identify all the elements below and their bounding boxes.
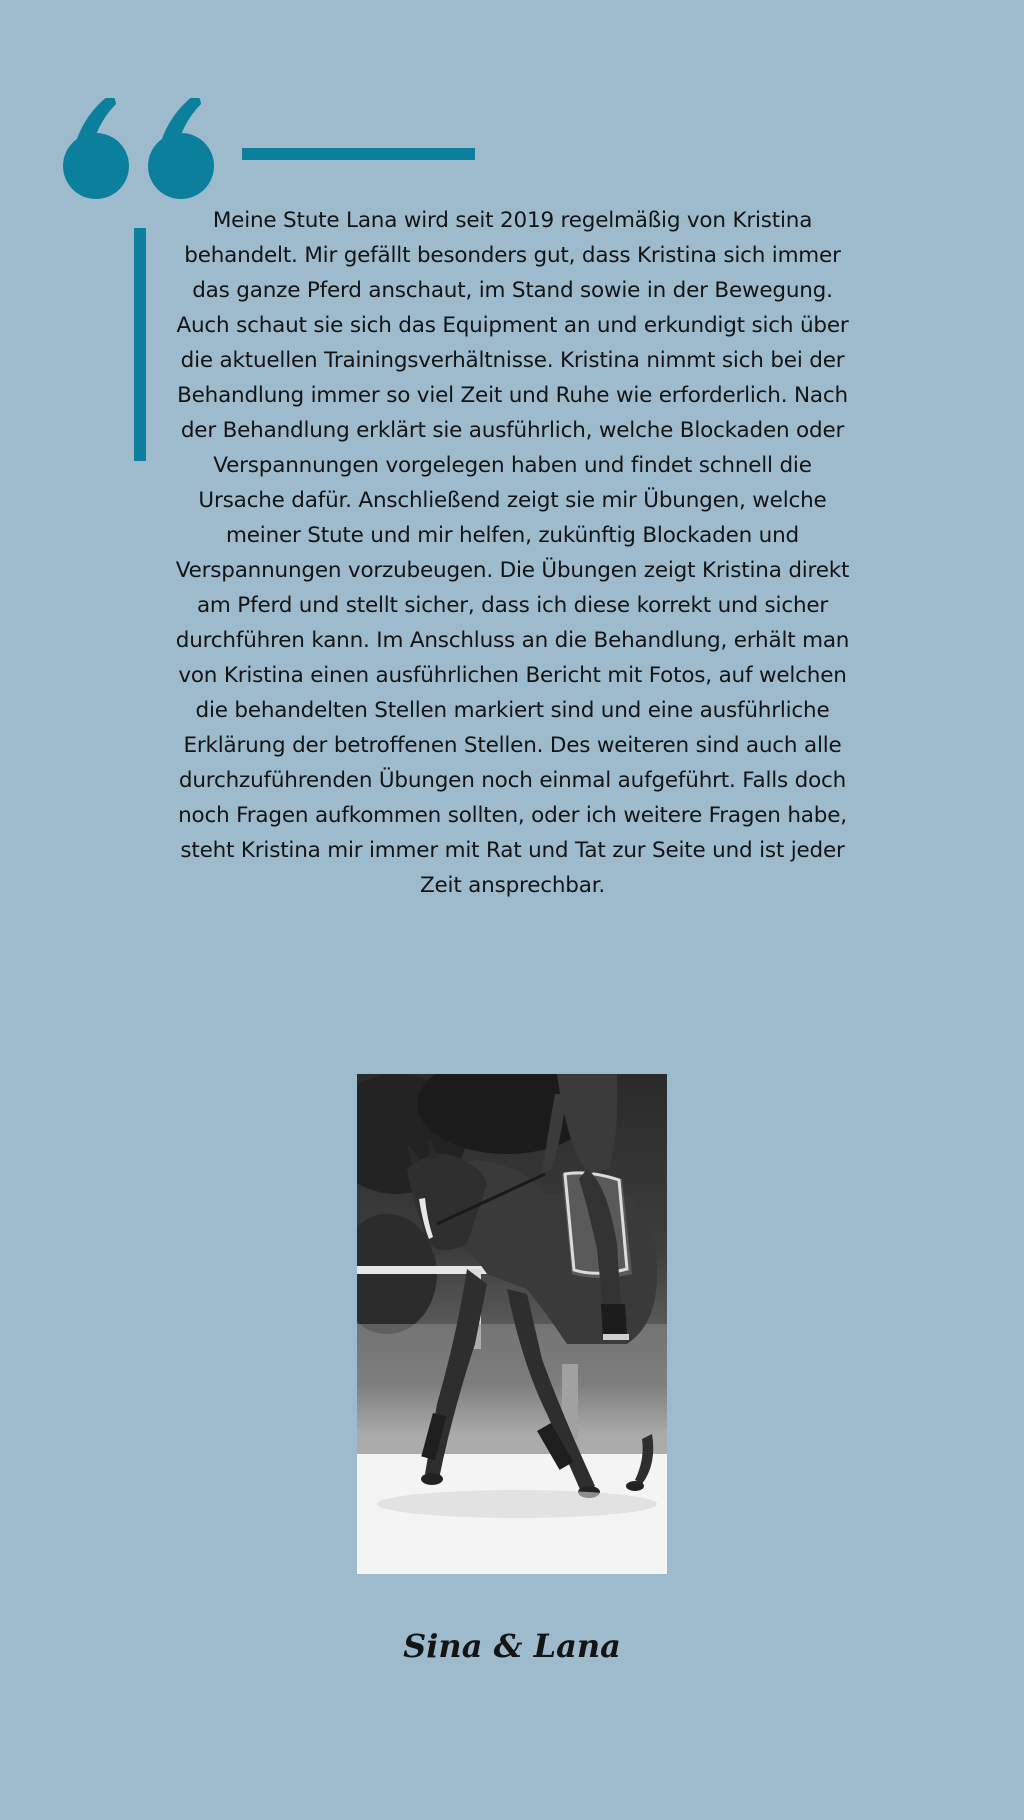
- testimonial-text: Meine Stute Lana wird seit 2019 regelmäßig von Kristina behandelt. Mir gefällt besonders gut, dass Kristina sich immer das ganze Pferd anschaut, im Stand sowie in der Bewegung. Auch schaut sie sich das Equipment an und erkundigt sich über die aktuellen Trainingsverhältnisse. Kristina nimmt sich bei der Behandlung immer so viel Zeit und Ruhe wie erforderlich. Nach der Behandlung erklärt sie ausführlich, welche Blockaden oder Verspannungen vorgelegen haben und findet schnell die Ursache dafür. Anschließend zeigt sie mir Übungen, welche meiner Stute und mir helfen, zukünftig Blockaden und Verspannungen vorzubeugen. Die Übungen zeigt Kristina direkt am Pferd und stellt sicher, dass ich diese korrekt und sicher durchführen kann. Im Anschluss an die Behandlung, erhält man von Kristina einen ausführlichen Bericht mit Fotos, auf welchen die behandelten Stellen markiert sind und eine ausführliche Erklärung der betroffenen Stellen. Des weiteren sind auch alle durchzuführenden Übungen noch einmal aufgeführt. Falls doch noch Fragen aufkommen sollten, oder ich weitere Fragen habe, steht Kristina mir immer mit Rat und Tat zur Seite und ist jeder Zeit ansprechbar.: [175, 208, 850, 898]
- quote-decor-line: [242, 148, 475, 160]
- testimonial-signature: Sina & Lana: [403, 1627, 621, 1665]
- horse-rider-photo: [357, 1074, 667, 1574]
- quote-open-icon: [60, 98, 230, 208]
- quote-side-bar: [134, 228, 146, 461]
